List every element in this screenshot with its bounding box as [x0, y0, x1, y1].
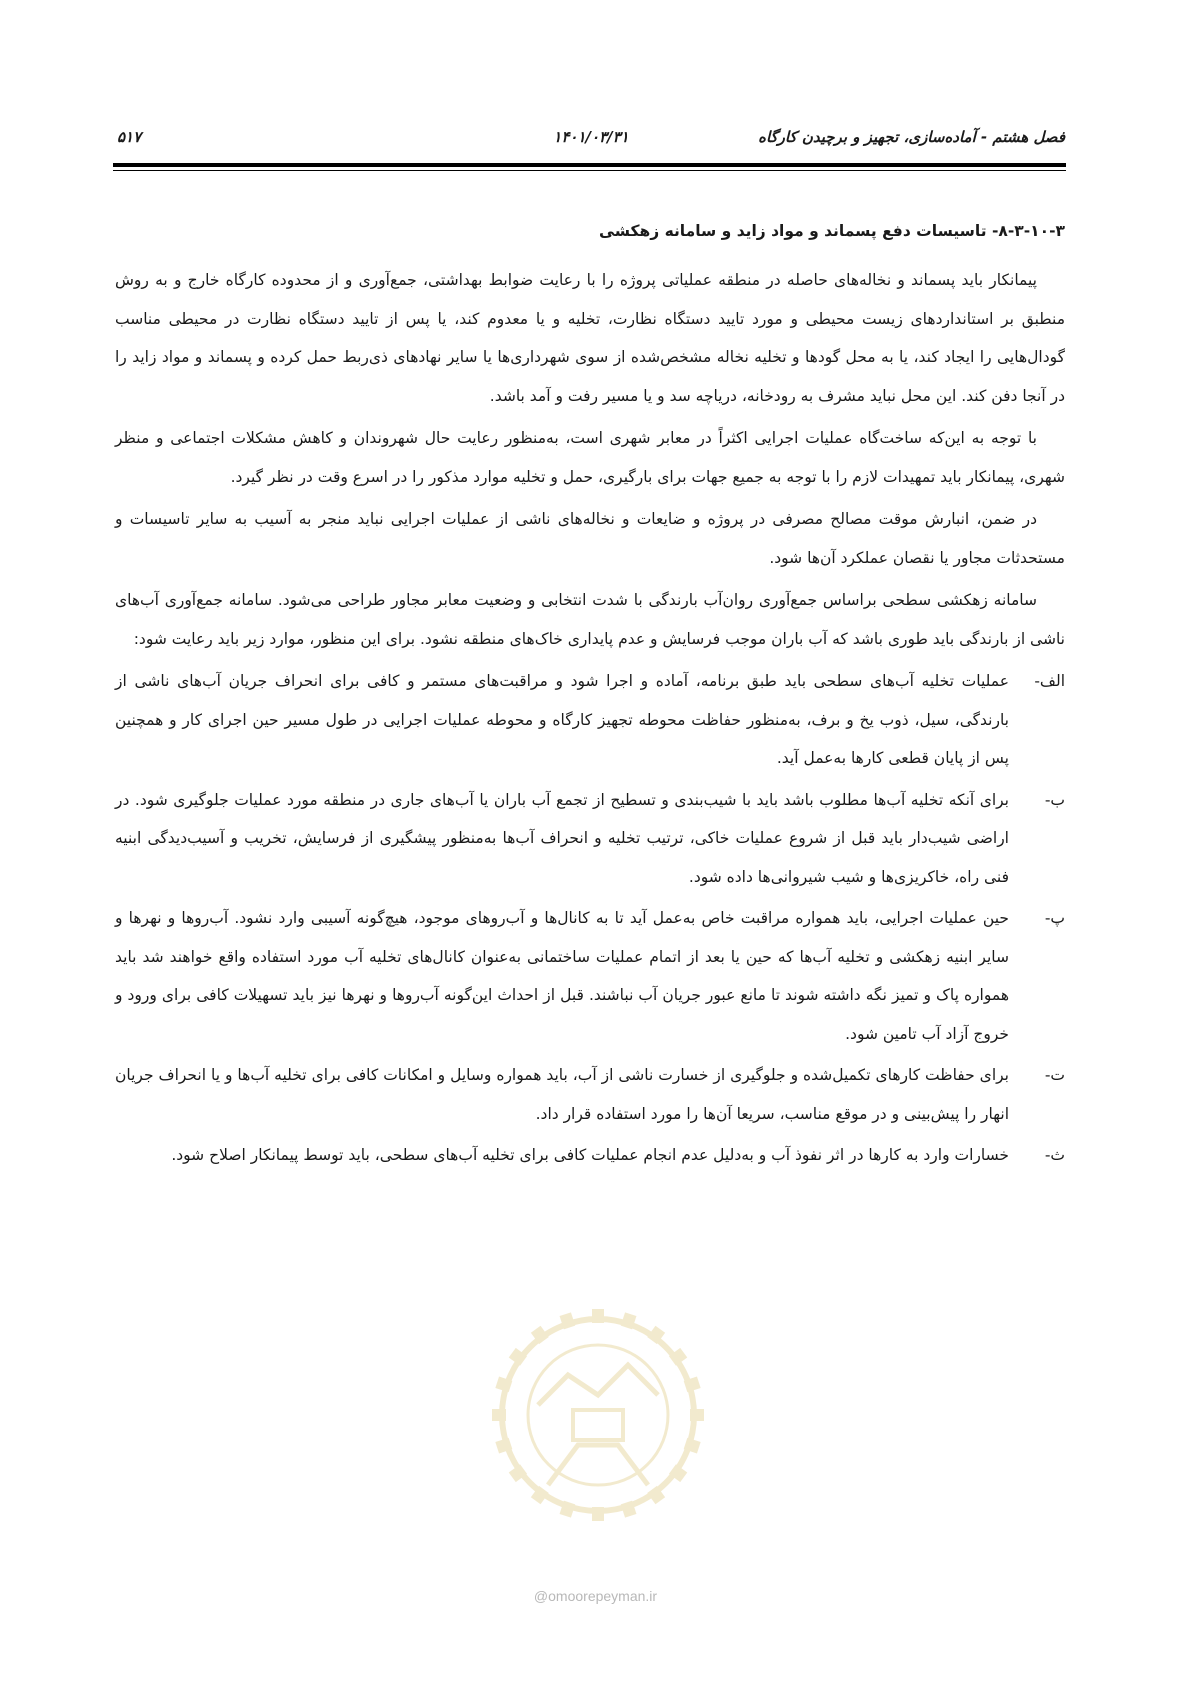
header-date: ۱۴۰۱/۰۳/۳۱	[553, 128, 629, 146]
page-header	[117, 128, 1065, 168]
section-heading: ۸-۳-۱۰-۳- تاسیسات دفع پسماند و مواد زاید و سامانه زهکشی	[599, 222, 1065, 240]
gear-tooth	[592, 1309, 604, 1323]
list-item	[115, 1056, 1065, 1133]
watermark-seal-icon	[478, 1295, 718, 1555]
list-marker: ث-	[1044, 1146, 1065, 1164]
list-item-text: برای حفاظت کارهای تکمیل‌شده و جلوگیری از خسارت ناشی از آب، باید همواره وسایل و امکانات کافی برای تخلیه آب‌ها و یا انحراف جریان انهار را پیش‌بینی و در موقع مناسب، سریعا آن‌ها را مورد استفاده قرار داد.	[115, 1066, 1009, 1123]
watermark-url: @omoorepeyman.ir	[533, 1588, 658, 1604]
list-item-text: برای آنکه تخلیه آب‌ها مطلوب باشد باید با شیب‌بندی و تسطیح از تجمع آب باران یا آب‌های جاری در منطقه مورد عملیات جلوگیری شود. در اراضی شیب‌دار باید قبل از شروع عملیات خاکی، ترتیب تخلیه و انحراف آب‌ها به‌منظور پیشگیری از فرسایش، تخریب و آسیب‌دیدگی ابنیه فنی راه، خاکریزی‌ها و شیب شیروانی‌ها داده شود.	[115, 790, 1009, 886]
list-item	[115, 781, 1065, 897]
list-marker: ت-	[1044, 1066, 1065, 1084]
section-body	[115, 215, 1065, 1178]
gear-tooth	[492, 1409, 506, 1421]
requirements-list	[115, 662, 1065, 1175]
chapter-title: فصل هشتم - آماده‌سازی، تجهیز و برچیدن کارگاه	[758, 128, 1065, 146]
page-number: ۵۱۷	[117, 128, 142, 146]
list-item-text: حین عملیات اجرایی، باید همواره مراقبت خاص به‌عمل آید تا به کانال‌ها و آب‌روهای موجود، هیچ‌گونه آسیبی وارد نشود. آب‌روها و نهرها و سایر ابنیه زهکشی و تخلیه آب‌ها که حین یا بعد از اتمام عملیات ساختمانی به‌عنوان کانال‌های تخلیه آب مورد استفاده واقع خواهند شد باید همواره پاک و تمیز نگه داشته شوند تا مانع عبور جریان آب نباشند. قبل از احداث این‌گونه آب‌روها و نهرها نیز باید تسهیلات کافی برای ورود و خروج آزاد آب تامین شود.	[115, 909, 1009, 1043]
gear-tooth	[690, 1409, 704, 1421]
list-marker: ب-	[1044, 790, 1065, 809]
header-rule-thick	[113, 163, 1066, 167]
list-marker: پ-	[1044, 909, 1065, 927]
paragraph: در ضمن، انبارش موقت مصالح مصرفی در پروژه و ضایعات و نخاله‌های ناشی از عملیات اجرایی نباید منجر به آسیب به سایر تاسیسات و مستحدثات مجاور یا نقصان عملکرد آن‌ها شود.	[115, 510, 1065, 567]
gear-tooth	[592, 1507, 604, 1521]
list-item	[115, 1136, 1065, 1175]
list-item-text: خسارات وارد به کارها در اثر نفوذ آب و به‌دلیل عدم انجام عملیات کافی برای تخلیه آب‌های سطحی، باید توسط پیمانکار اصلاح شود.	[171, 1146, 1009, 1164]
paragraph: با توجه به این‌که ساخت‌گاه عملیات اجرایی اکثراً در معابر شهری است، به‌منظور رعایت حال شهروندان و کاهش مشکلات اجتماعی و منظر شهری، پیمانکار باید تمهیدات لازم را با توجه به جمیع جهات برای بارگیری، حمل و تخلیه موارد مذکور را در اسرع وقت در نظر گیرد.	[115, 429, 1065, 486]
header-rule-thin	[113, 170, 1066, 171]
list-marker: الف-	[1034, 672, 1065, 690]
list-item	[115, 899, 1065, 1053]
paragraph: پیمانکار باید پسماند و نخاله‌های حاصله در منطقه عملیاتی پروژه را با رعایت ضوابط بهداشتی، جمع‌آوری و از محدوده کارگاه خارج و به روش منطبق بر استانداردهای زیست محیطی و مورد تایید دستگاه نظارت، تخلیه و یا معدوم کند، یا پس از تایید دستگاه نظارت در محیطی مناسب گودال‌هایی را ایجاد کند، یا به محل گودها و تخلیه نخاله مشخص‌شده از سوی شهرداری‌ها یا سایر نهادهای ذی‌ربط حمل کرده و پسماند و مواد زاید را در آنجا دفن کند. این محل نباید مشرف به رودخانه، دریاچه سد و یا مسیر رفت و آمد باشد.	[115, 271, 1065, 405]
list-item-text: عملیات تخلیه آب‌های سطحی باید طبق برنامه، آماده و اجرا شود و مراقبت‌های مستمر و کافی برای انحراف جریان آب‌های ناشی از بارندگی، سیل، ذوب یخ و برف، به‌منظور حفاظت محوطه تجهیز کارگاه و محوطه عملیات اجرایی در طول مسیر حین اجرای کار و همچنین پس از پایان قطعی کارها به‌عمل آید.	[115, 672, 1009, 767]
paragraph: سامانه زهکشی سطحی براساس جمع‌آوری روان‌آب بارندگی با شدت انتخابی و وضعیت معابر مجاور طراحی می‌شود. سامانه جمع‌آوری آب‌های ناشی از بارندگی باید طوری باشد که آب باران موجب فرسایش و عدم پایداری خاک‌های منطقه نشود. برای این منظور، موارد زیر باید رعایت شود:	[115, 591, 1065, 648]
list-item	[115, 662, 1065, 778]
